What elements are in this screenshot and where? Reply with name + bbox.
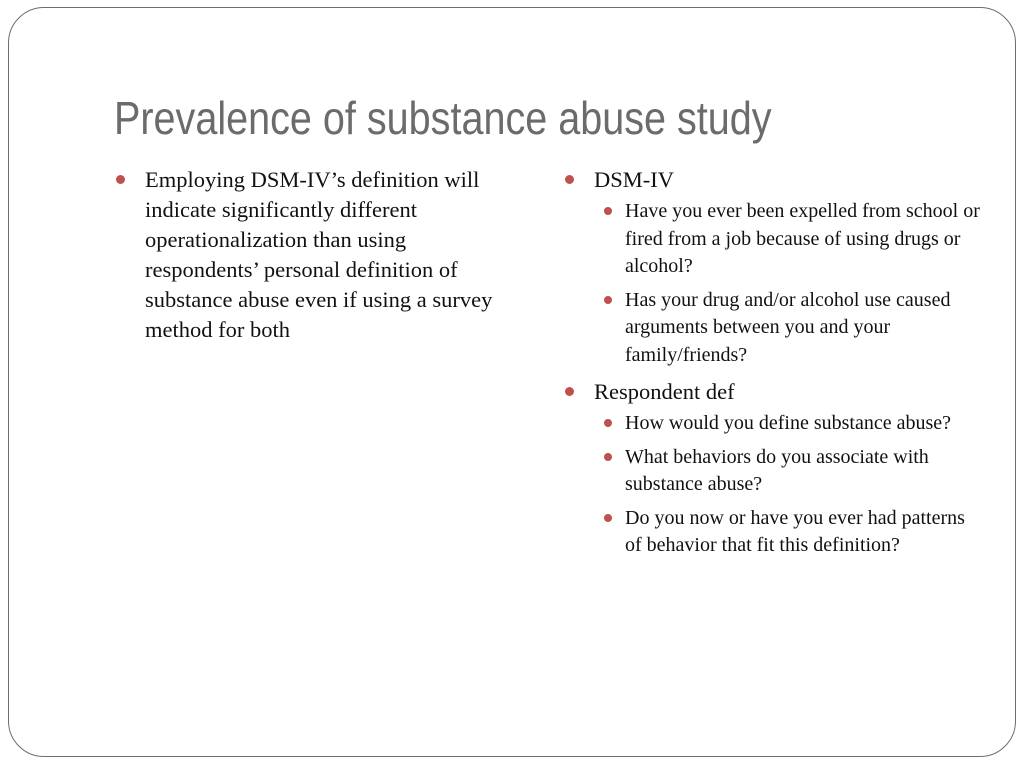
bullet-group-respondent-def — [563, 377, 983, 560]
sub-bullet-text: What behaviors do you associate with substance abuse? — [625, 445, 929, 495]
bullet-icon — [565, 387, 574, 396]
bullet-text: Employing DSM-IV’s definition will indicate significantly different operationalization than using respondents’ personal definition of substance abuse even if using a survey method for both — [145, 167, 493, 342]
sub-bullet-text: Has your drug and/or alcohol use caused arguments between you and your family/friends? — [625, 288, 951, 366]
sub-bullet-icon — [604, 419, 612, 427]
sub-bullet-icon — [604, 207, 612, 215]
right-column — [563, 165, 983, 568]
sub-bullet-text: Do you now or have you ever had patterns of behavior that fit this definition? — [625, 506, 965, 556]
sub-bullet-icon — [604, 296, 612, 304]
bullet-item — [114, 165, 514, 345]
bullet-icon — [565, 175, 574, 184]
bullet-group-dsm-iv — [563, 165, 983, 369]
left-column — [114, 165, 514, 348]
sub-bullet-text: Have you ever been expelled from school or fired from a job because of using drugs or alcohol? — [625, 200, 980, 277]
sub-bullet-item — [563, 505, 983, 560]
bullet-text: DSM-IV — [594, 167, 675, 192]
sub-bullet-item — [563, 410, 983, 438]
sub-bullet-text: How would you define substance abuse? — [625, 412, 952, 434]
sub-bullet-item — [563, 198, 983, 281]
sub-bullet-item — [563, 287, 983, 370]
bullet-item — [563, 165, 983, 195]
bullet-text: Respondent def — [594, 379, 735, 404]
bullet-item — [563, 377, 983, 407]
bullet-icon — [116, 175, 125, 184]
sub-bullet-icon — [604, 453, 612, 461]
slide-title: Prevalence of substance abuse study — [114, 92, 772, 144]
sub-bullet-icon — [604, 514, 612, 522]
sub-bullet-item — [563, 444, 983, 499]
